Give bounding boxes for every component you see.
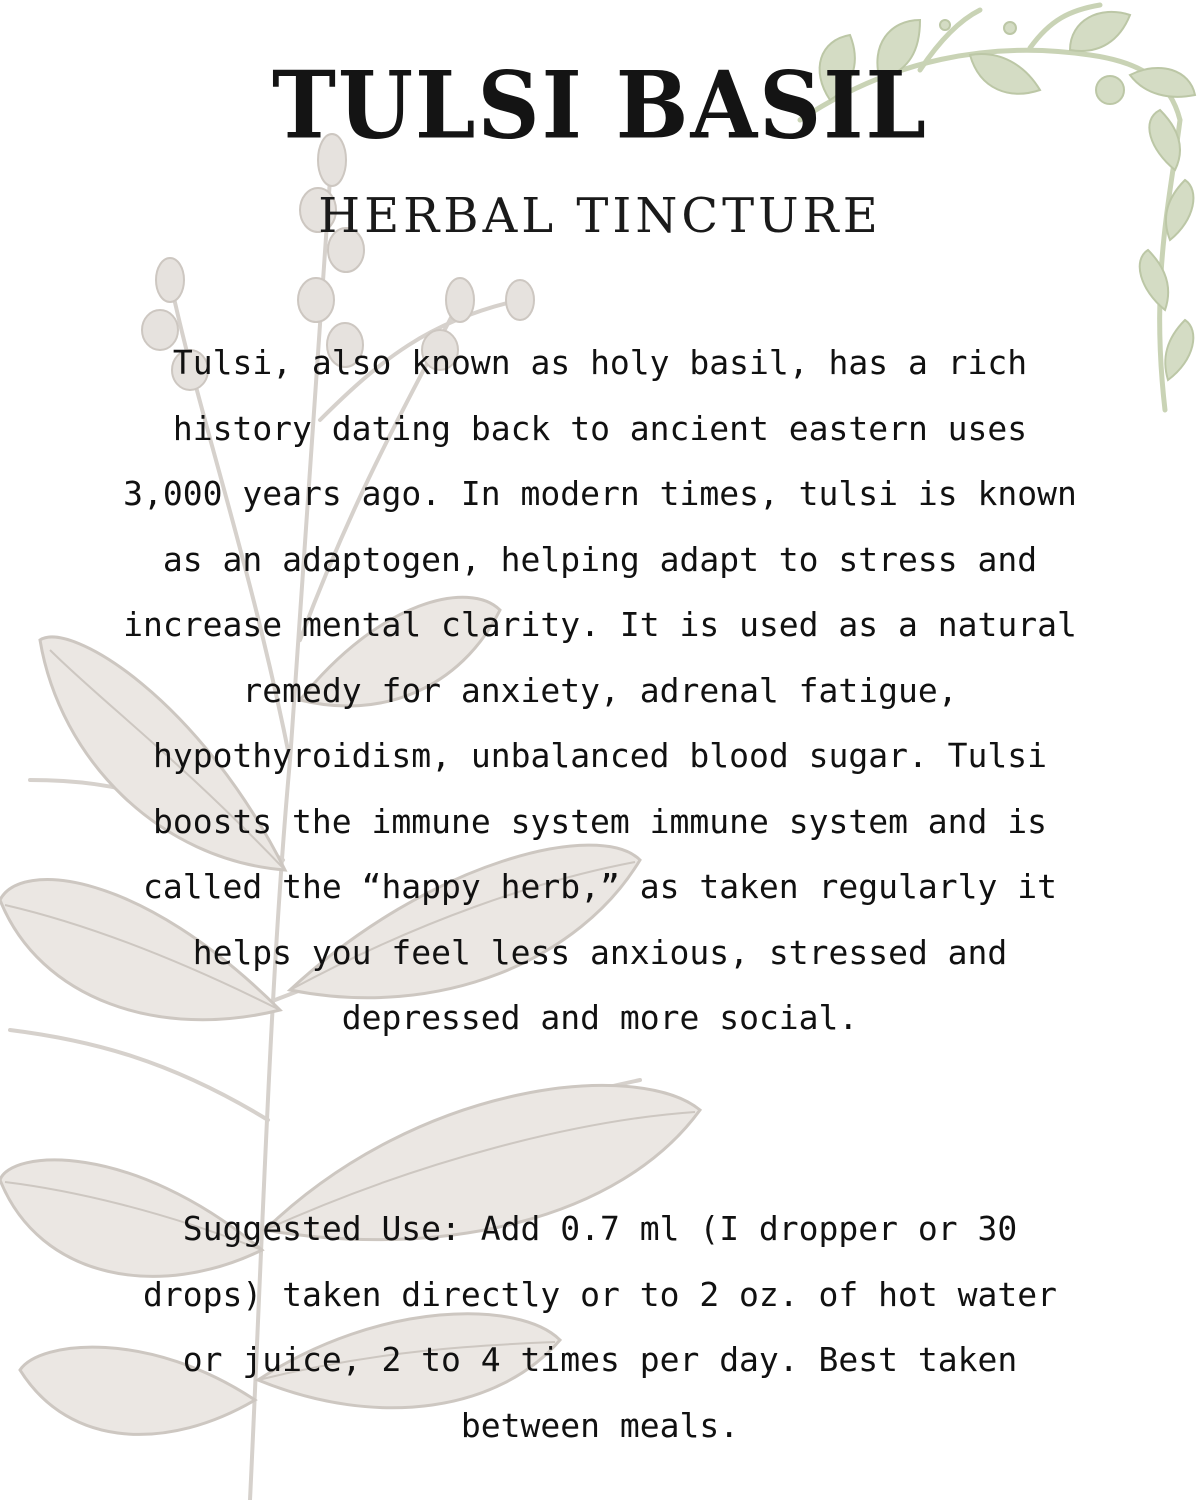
suggested-use-paragraph: Suggested Use: Add 0.7 ml (I dropper or 30 drops) taken directly or to 2 oz. of hot water or juice, 2 to 4 times per day. Best taken between meals. bbox=[143, 1209, 1057, 1445]
product-subtitle: HERBAL TINCTURE bbox=[318, 188, 882, 244]
product-title: TULSI BASIL bbox=[272, 50, 928, 161]
description-paragraph: Tulsi, also known as holy basil, has a rich history dating back to ancient eastern uses 3,000 years ago. In modern times, tulsi is known as an adaptogen, helping adapt to stress and increase mental clarity. It is used as a natural remedy for anxiety, adrenal fatigue, hypothyroidism, unbalanced blood sugar. Tulsi boosts the immune system immune system and is called the “happy herb,” as taken regularly it helps you feel less anxious, stressed and depressed and more social. bbox=[123, 343, 1077, 1037]
